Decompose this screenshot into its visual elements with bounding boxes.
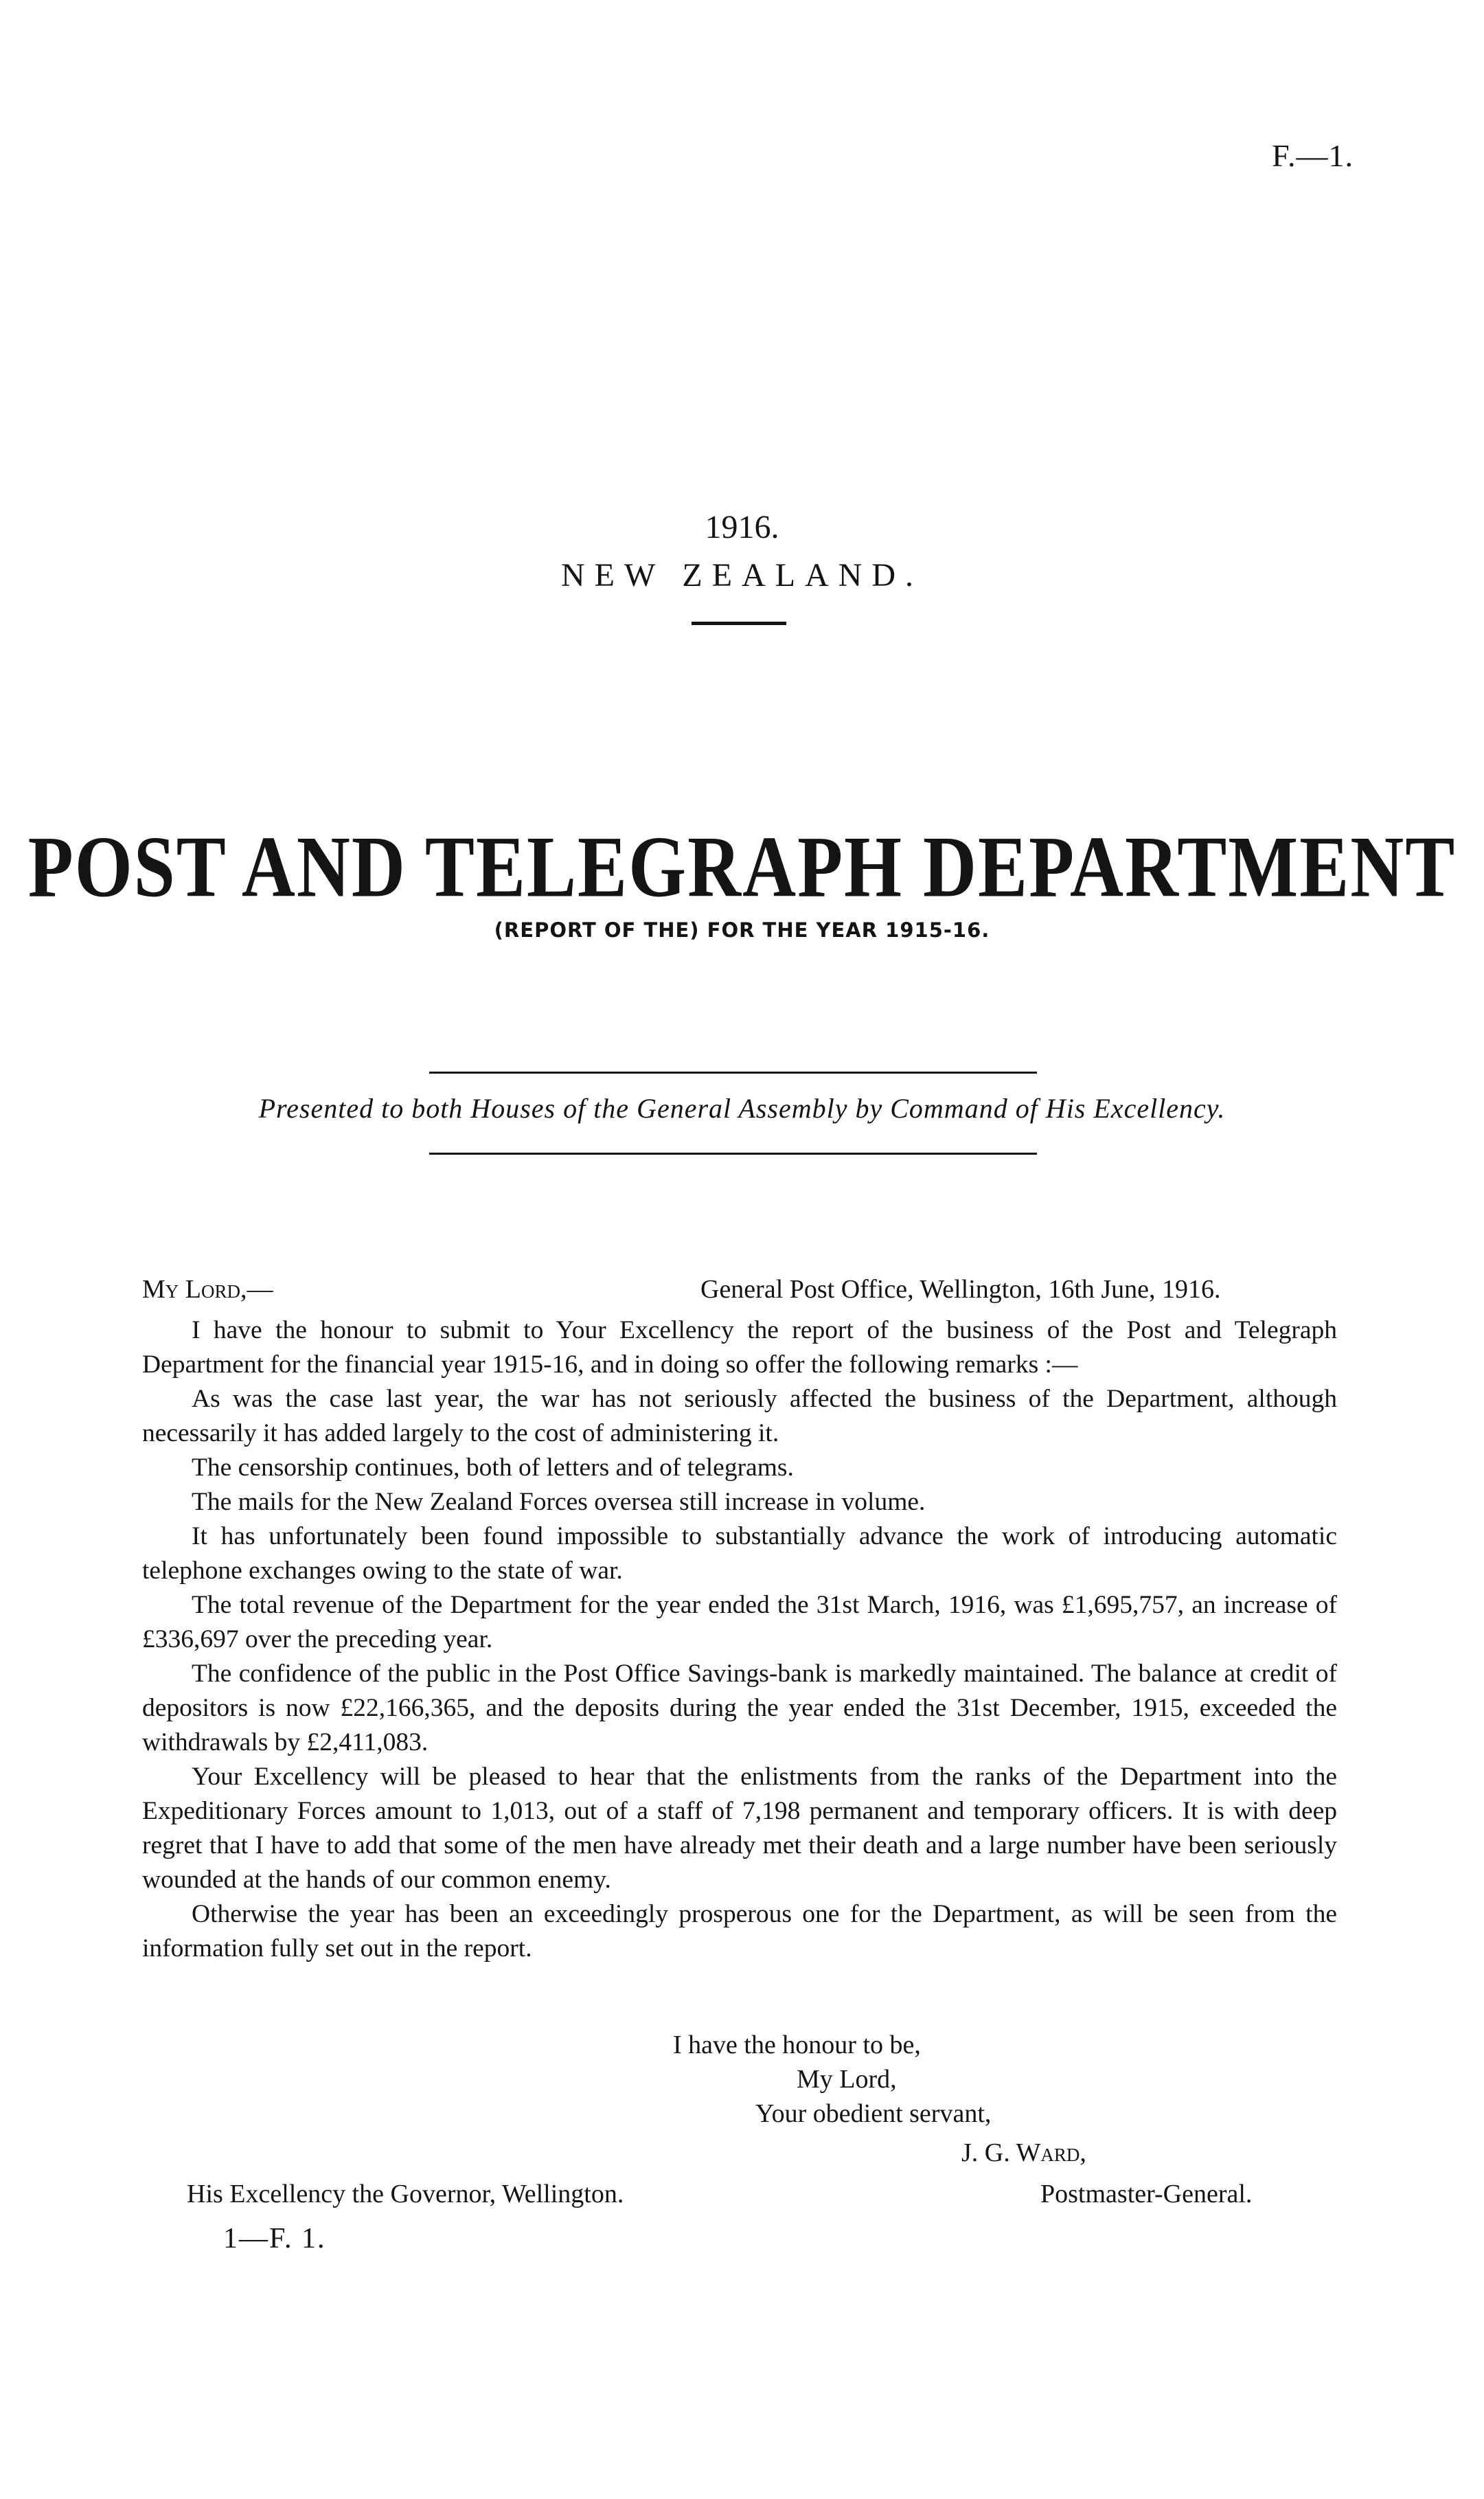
signatory-title: Postmaster-General.	[1040, 2180, 1253, 2208]
document-subtitle: (REPORT OF THE) FOR THE YEAR 1915-16.	[494, 918, 990, 942]
closing-line-1: I have the honour to be,	[673, 2031, 921, 2059]
closing-line-2: My Lord,	[797, 2065, 897, 2094]
paragraph: The total revenue of the Department for the year ended the 31st March, 1916, was £1,695,757, an increase of £336,697 over the preceding year.	[142, 1591, 1337, 1653]
addressee: His Excellency the Governor, Wellington.	[187, 2180, 624, 2208]
paragraph: Your Excellency will be pleased to hear that the enlistments from the ranks of the Department into the Expeditionary Forces amount to 1,013, out of a staff of 7,198 permanent and temporary officers. It is with deep regret that I have to add that some of the men have already met their death and a large number have been seriously wounded at the hands of our common enemy.	[142, 1763, 1337, 1894]
title-divider	[692, 622, 786, 625]
paragraph: As was the case last year, the war has not seriously affected the business of the Department, although necessarily it has added largely to the cost of administering it.	[142, 1385, 1337, 1447]
paragraph: The censorship continues, both of letters and of telegrams.	[192, 1454, 794, 1482]
footer-reference: 1—F. 1.	[223, 2223, 326, 2254]
document-title: POST AND TELEGRAPH DEPARTMENT	[27, 819, 1457, 916]
page-reference: F.—1.	[1272, 138, 1354, 173]
country-heading: NEW ZEALAND.	[560, 557, 924, 593]
publication-year: 1916.	[705, 509, 779, 545]
salutation: My Lord,—	[142, 1275, 273, 1304]
paragraph: The mails for the New Zealand Forces oversea still increase in volume.	[192, 1488, 926, 1516]
presented-rule-bottom	[429, 1153, 1037, 1155]
signatory-name: J. G. Ward,	[961, 2138, 1086, 2167]
presented-line: Presented to both Houses of the General Assembly by Command of His Excellency.	[258, 1093, 1226, 1124]
paragraph: It has unfortunately been found impossible to substantially advance the work of introducing automatic telephone exchanges owing to the state of war.	[142, 1522, 1337, 1585]
closing-line-3: Your obedient servant,	[755, 2099, 992, 2128]
presented-rule-top	[429, 1072, 1037, 1074]
paragraph: The confidence of the public in the Post Office Savings-bank is markedly maintained. The balance at credit of depositors is now £22,166,365, and the deposits during the year ended the 31st December, 1915, exceeded the withdrawals by £2,411,083.	[142, 1660, 1337, 1756]
letter-body	[142, 1313, 1337, 1966]
paragraph: I have the honour to submit to Your Excellency the report of the business of the Post and Telegraph Department for the financial year 1915-16, and in doing so offer the following remarks :—	[142, 1316, 1337, 1379]
dateline: General Post Office, Wellington, 16th June, 1916.	[700, 1275, 1221, 1304]
paragraph: Otherwise the year has been an exceedingly prosperous one for the Department, as will be seen from the information fully set out in the report.	[142, 1900, 1337, 1963]
